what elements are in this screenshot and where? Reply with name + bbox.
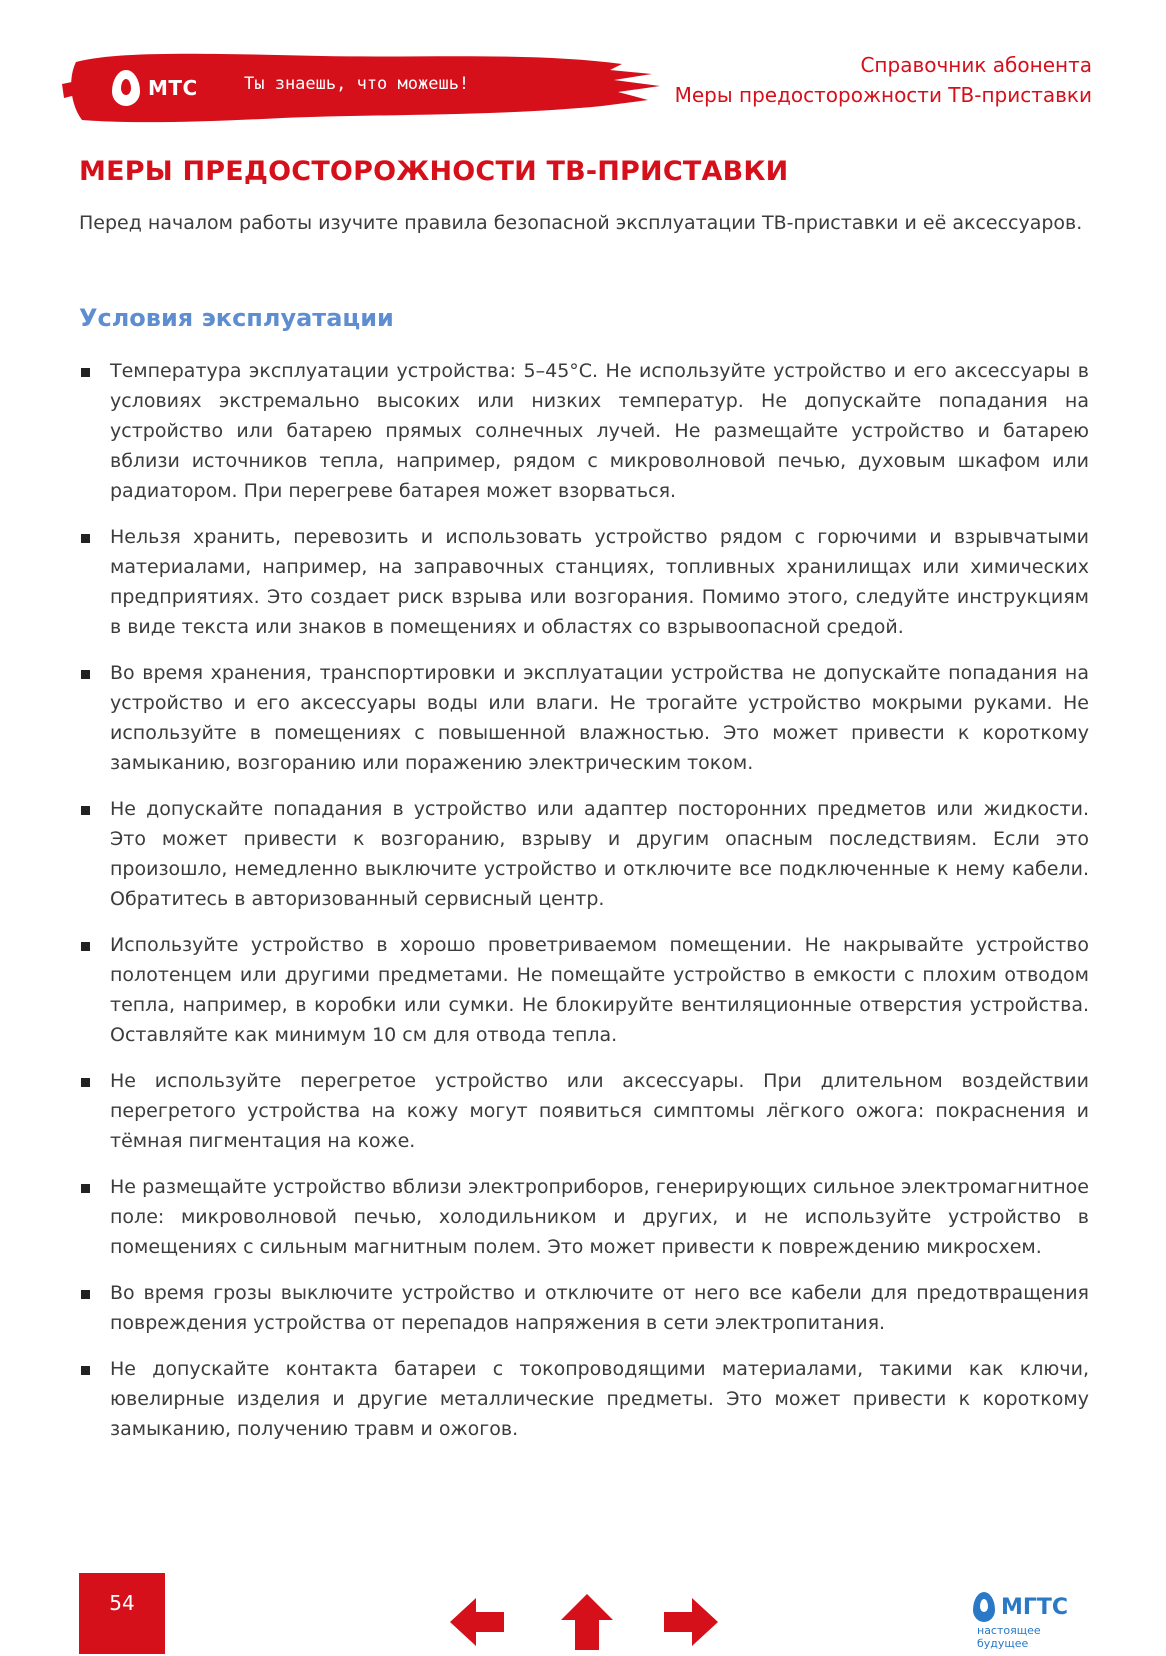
arrow-up-icon: [557, 1592, 617, 1652]
slogan: Ты знаешь, что можешь!: [244, 74, 470, 94]
intro-paragraph: Перед началом работы изучите правила безопасной эксплуатации ТВ-приставки и её аксессуаров.: [79, 212, 1083, 234]
page-number-box: [79, 1573, 165, 1654]
arrow-right-icon: [660, 1592, 720, 1652]
page-title: МЕРЫ ПРЕДОСТОРОЖНОСТИ ТВ-ПРИСТАВКИ: [79, 156, 789, 187]
list-item-text: Не используйте перегретое устройство или аксессуары. При длительном воздействии перегретого устройства на кожу могут появиться симптомы лёгкого ожога: покраснения и тёмная пигментация на коже.: [110, 1070, 1089, 1152]
mgts-egg-icon: [973, 1592, 995, 1622]
mgts-logo-text: МГТС: [1001, 1594, 1069, 1620]
list-item: [79, 794, 1089, 914]
list-item-text: Во время хранения, транспортировки и эксплуатации устройства не допускайте попадания на устройство и его аксессуары воды или влаги. Не трогайте устройство мокрыми руками. Не используйте в помещениях с повышенной влажностью. Это может привести к короткому замыканию, возгоранию или поражению электрическим током.: [110, 662, 1089, 774]
running-header: [675, 50, 1092, 110]
list-item: [79, 658, 1089, 778]
contents-up-button[interactable]: [557, 1592, 617, 1652]
list-item: [79, 522, 1089, 642]
page-number: 54: [109, 1591, 135, 1615]
list-item-text: Во время грозы выключите устройство и отключите от него все кабели для предотвращения повреждения устройства от перепадов напряжения в сети электропитания.: [110, 1282, 1089, 1334]
list-item: [79, 930, 1089, 1050]
mts-logo-text: МТС: [148, 76, 198, 100]
square-bullet-icon: [81, 368, 90, 377]
list-item-text: Не допускайте контакта батареи с токопроводящими материалами, такими как ключи, ювелирные изделия и другие металлические предметы. Это может привести к короткому замыканию, получению травм и ожогов.: [110, 1358, 1089, 1440]
list-item: [79, 356, 1089, 506]
square-bullet-icon: [81, 670, 90, 679]
list-item: [79, 1066, 1089, 1156]
square-bullet-icon: [81, 942, 90, 951]
list-item: [79, 1354, 1089, 1444]
mgts-logo: [973, 1592, 1093, 1652]
next-page-button[interactable]: [660, 1592, 720, 1652]
running-header-line-2: Меры предосторожности ТВ-приставки: [674, 83, 1092, 107]
square-bullet-icon: [81, 1078, 90, 1087]
square-bullet-icon: [81, 1366, 90, 1375]
list-item-text: Не допускайте попадания в устройство или адаптер посторонних предметов или жидкости. Это может привести к возгоранию, взрыву и другим опасным последствиям. Если это произошло, немедленно выключите устройство и отключите все подключенные к нему кабели. Обратитесь в авторизованный сервисный центр.: [110, 798, 1089, 910]
square-bullet-icon: [81, 1290, 90, 1299]
arrow-left-icon: [448, 1592, 508, 1652]
list-item-text: Температура эксплуатации устройства: 5–45°С. Не используйте устройство и его аксессуары в условиях экстремально высоких или низких температур. Не допускайте попадания на устройство или батарею прямых солнечных лучей. Не размещайте устройство и батарею вблизи источников тепла, например, рядом с микроволновой печью, духовым шкафом или радиатором. При перегреве батарея может взорваться.: [110, 360, 1089, 502]
rules-list: [79, 356, 1089, 1460]
mgts-logo-mark: [973, 1592, 1093, 1622]
section-title: Условия эксплуатации: [79, 304, 394, 332]
running-header-line-1: Справочник абонента: [860, 53, 1092, 77]
list-item: [79, 1278, 1089, 1338]
square-bullet-icon: [81, 806, 90, 815]
prev-page-button[interactable]: [448, 1592, 508, 1652]
square-bullet-icon: [81, 1184, 90, 1193]
mgts-tagline: настоящее будущее: [977, 1624, 1041, 1650]
list-item-text: Не размещайте устройство вблизи электроприборов, генерирующих сильное электромагнитное поле: микроволновой печью, холодильником и других, и не используйте устройство в помещениях с сильным магнитным полем. Это может привести к повреждению микросхем.: [110, 1176, 1089, 1258]
list-item-text: Используйте устройство в хорошо проветриваемом помещении. Не накрывайте устройство полотенцем или другими предметами. Не помещайте устройство в емкости с плохим отводом тепла, например, в коробки или сумки. Не блокируйте вентиляционные отверстия устройства. Оставляйте как минимум 10 см для отвода тепла.: [110, 934, 1089, 1046]
list-item: [79, 1172, 1089, 1262]
square-bullet-icon: [81, 534, 90, 543]
mts-egg-icon: [112, 70, 140, 106]
mts-logo: [112, 70, 198, 106]
list-item-text: Нельзя хранить, перевозить и использовать устройство рядом с горючими и взрывчатыми материалами, например, на заправочных станциях, топливных хранилищах или химических предприятиях. Это создает риск взрыва или возгорания. Помимо этого, следуйте инструкциям в виде текста или знаков в помещениях и областях со взрывоопасной средой.: [110, 526, 1089, 638]
